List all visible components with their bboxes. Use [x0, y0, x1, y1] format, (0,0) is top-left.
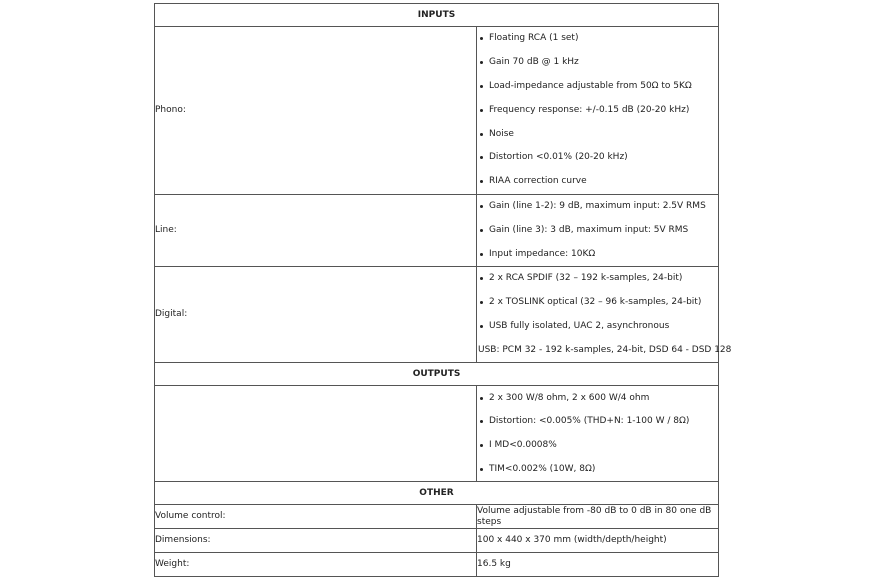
bullet-icon [480, 180, 483, 183]
bullet-icon [480, 133, 483, 136]
list-item: Distortion: <0.005% (THD+N: 1-100 W / 8Ω) [477, 410, 718, 434]
usb-note: USB: PCM 32 - 192 k-samples, 24-bit, DSD 64 - DSD 128 [478, 344, 732, 355]
bullet-icon [480, 61, 483, 64]
bullet-icon [480, 205, 483, 208]
bullet-icon [480, 109, 483, 112]
outputs-header: OUTPUTS [155, 363, 719, 386]
list-item: USB fully isolated, UAC 2, asynchronous [477, 315, 718, 339]
list-item: Input impedance: 10KΩ [477, 242, 718, 266]
volume-row [155, 505, 719, 529]
list-item: 2 x RCA SPDIF (32 – 192 k-samples, 24-bit) [477, 267, 718, 291]
list-item: Floating RCA (1 set) [477, 27, 718, 51]
list-item: TIM<0.002% (10W, 8Ω) [477, 458, 718, 482]
bullet-icon [480, 85, 483, 88]
line-values [477, 194, 719, 266]
phono-label: Phono: [155, 27, 477, 195]
line-row [155, 194, 719, 266]
dimensions-row [155, 529, 719, 553]
line-label: Line: [155, 194, 477, 266]
weight-row [155, 553, 719, 577]
outputs-label [155, 386, 477, 482]
list-item: RIAA correction curve [477, 170, 718, 194]
digital-label: Digital: [155, 266, 477, 362]
bullet-icon [480, 229, 483, 232]
volume-value: Volume adjustable from -80 dB to 0 dB in 80 one dB steps [477, 505, 719, 529]
list-item: Gain 70 dB @ 1 kHz [477, 51, 718, 75]
dimensions-label: Dimensions: [155, 529, 477, 553]
bullet-icon [480, 420, 483, 423]
weight-label: Weight: [155, 553, 477, 577]
outputs-row [155, 386, 719, 482]
bullet-icon [480, 156, 483, 159]
bullet-icon [480, 253, 483, 256]
other-header-row [155, 482, 719, 505]
other-header: OTHER [155, 482, 719, 505]
list-item: Frequency response: +/-0.15 dB (20-20 kHz) [477, 98, 718, 122]
list-item: I MD<0.0008% [477, 434, 718, 458]
weight-value: 16.5 kg [477, 553, 719, 577]
bullet-icon [480, 37, 483, 40]
list-item: 2 x TOSLINK optical (32 – 96 k-samples, 24-bit) [477, 291, 718, 315]
dimensions-value: 100 x 440 x 370 mm (width/depth/height) [477, 529, 719, 553]
spec-sheet [154, 3, 732, 577]
inputs-header-row [155, 4, 719, 27]
outputs-header-row [155, 363, 719, 386]
list-item: 2 x 300 W/8 ohm, 2 x 600 W/4 ohm [477, 386, 718, 410]
volume-label: Volume control: [155, 505, 477, 529]
list-item: Gain (line 3): 3 dB, maximum input: 5V RMS [477, 218, 718, 242]
bullet-icon [480, 325, 483, 328]
phono-values [477, 27, 719, 195]
list-item: Load-impedance adjustable from 50Ω to 5KΩ [477, 75, 718, 99]
bullet-icon [480, 301, 483, 304]
list-item: Gain (line 1-2): 9 dB, maximum input: 2.5V RMS [477, 195, 718, 219]
digital-row [155, 266, 719, 362]
phono-row [155, 27, 719, 195]
spec-table [154, 3, 732, 577]
outputs-values [477, 386, 719, 482]
inputs-header: INPUTS [155, 4, 719, 27]
bullet-icon [480, 468, 483, 471]
bullet-icon [480, 444, 483, 447]
list-item [477, 338, 732, 362]
bullet-icon [480, 397, 483, 400]
list-item: Noise [477, 122, 718, 146]
digital-values [477, 266, 732, 362]
list-item: Distortion <0.01% (20-20 kHz) [477, 146, 718, 170]
bullet-icon [480, 277, 483, 280]
